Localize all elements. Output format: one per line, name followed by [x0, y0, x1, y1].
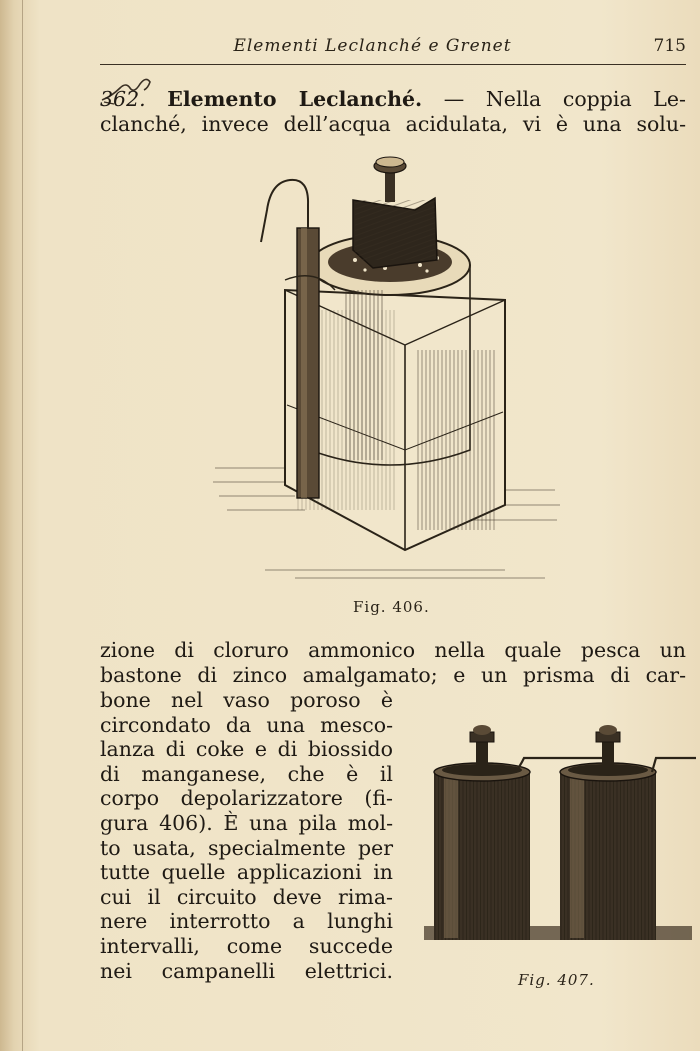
- body-line: gura 406). È una pila mol-: [100, 810, 393, 835]
- body-line: intervalli, come succede: [100, 933, 393, 958]
- body-line: zione di cloruro ammonico nella quale pesca un: [100, 638, 686, 662]
- body-line: corpo depolarizzatore (fi-: [100, 786, 393, 811]
- intro-text-1: — Nella coppia Le-: [443, 87, 686, 111]
- intro-line-1: [100, 87, 686, 112]
- body-line: to usata, specialmente per: [100, 835, 393, 860]
- section-title: Elemento Leclanché.: [167, 87, 423, 111]
- header-rule: [100, 64, 686, 65]
- body-line: lanza di coke e di biossido: [100, 737, 393, 762]
- body-line: nei campanelli elettrici.: [100, 958, 393, 983]
- page-gutter: [22, 0, 23, 1051]
- page-number: 715: [653, 36, 686, 56]
- section-number: 362.: [100, 87, 146, 111]
- body-paragraph-full: [100, 638, 686, 687]
- body-line: cui il circuito deve rima-: [100, 884, 393, 909]
- body-line: bone nel vaso poroso è: [100, 688, 393, 712]
- intro-line-2: clanché, invece dell’acqua acidulata, vi è una solu-: [100, 111, 686, 136]
- figure-406-leclanche-cell: [205, 150, 565, 590]
- body-line: circondato da una mesco-: [100, 712, 393, 737]
- running-title: Elementi Leclanché e Grenet: [233, 36, 512, 56]
- page-header: [100, 32, 686, 60]
- figure-406-caption: Fig. 406.: [353, 598, 430, 616]
- section-intro: [100, 87, 686, 136]
- body-line: nere interrotto a lunghi: [100, 909, 393, 934]
- body-line: tutte quelle applicazioni in: [100, 860, 393, 885]
- body-line: bastone di zinco amalgamato; e un prisma di car-: [100, 662, 686, 687]
- body-paragraph-narrow: [100, 688, 393, 983]
- figure-407-two-cells: [420, 718, 700, 963]
- figure-407-caption: Fig. 407.: [518, 971, 595, 989]
- body-line: di manganese, che è il: [100, 761, 393, 786]
